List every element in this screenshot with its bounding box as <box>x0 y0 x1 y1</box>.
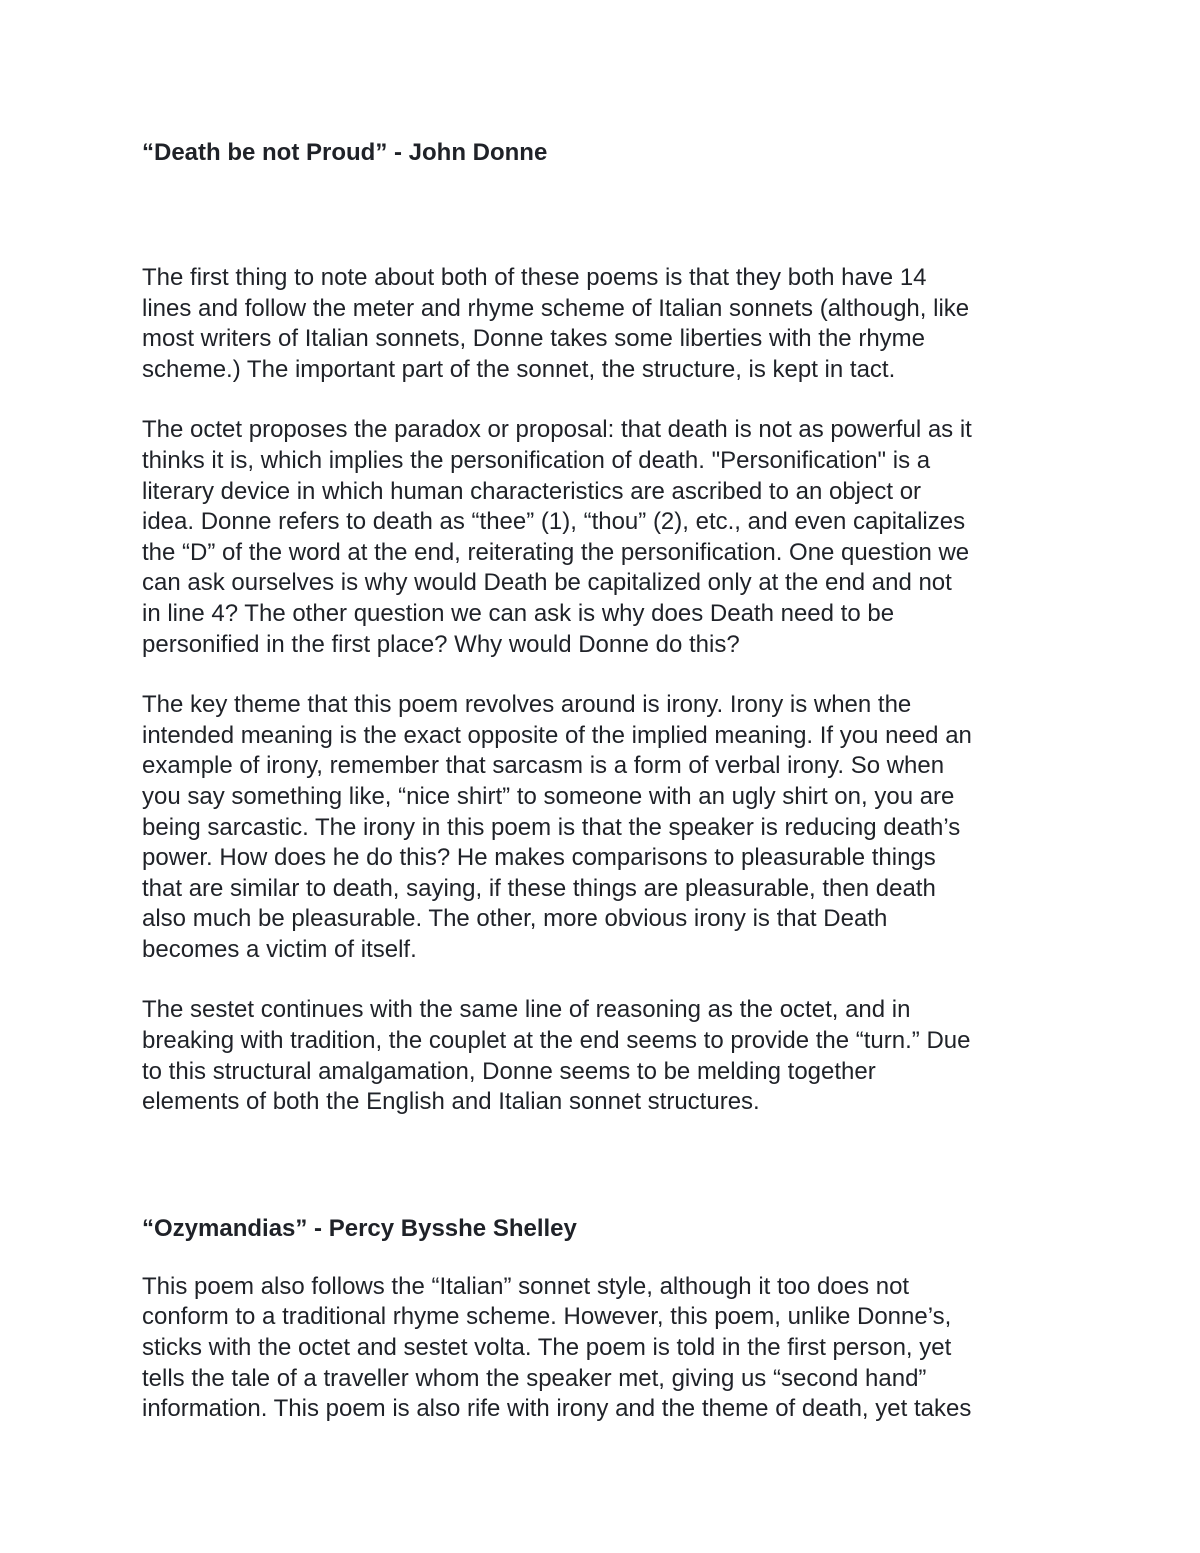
text-line: also much be pleasurable. The other, more obvious irony is that Death <box>142 905 888 933</box>
text-line: The first thing to note about both of these poems is that they both have 14 <box>142 264 927 291</box>
text-line: you say something like, “nice shirt” to someone with an ugly shirt on, you are <box>142 782 955 810</box>
text-line: intended meaning is the exact opposite of the implied meaning. If you need an <box>142 721 972 749</box>
text-line: breaking with tradition, the couplet at the end seems to provide the “turn.” Due <box>142 1027 971 1055</box>
text-line: elements of both the English and Italian sonnet structures. <box>142 1088 760 1116</box>
text-line: being sarcastic. The irony in this poem is that the speaker is reducing death’s <box>142 813 961 841</box>
text-line: literary device in which human characteristics are ascribed to an object or <box>142 477 922 505</box>
text-line: personified in the first place? Why would Donne do this? <box>142 630 740 658</box>
paragraph-ozymandias-intro <box>142 1272 1072 1425</box>
text-line: becomes a victim of itself. <box>142 935 417 963</box>
text-line: information. This poem is also rife with irony and the theme of death, yet takes <box>142 1395 972 1423</box>
text-line: The octet proposes the paradox or proposal: that death is not as powerful as it <box>142 416 972 444</box>
text-line: power. How does he do this? He makes comparisons to pleasurable things <box>142 844 936 872</box>
text-line: that are similar to death, saying, if these things are pleasurable, then death <box>142 874 936 902</box>
text-line: The key theme that this poem revolves around is irony. Irony is when the <box>142 691 912 719</box>
text-line: to this structural amalgamation, Donne seems to be melding together <box>142 1057 876 1085</box>
text-line: most writers of Italian sonnets, Donne takes some liberties with the rhyme <box>142 325 925 353</box>
text-line: sticks with the octet and sestet volta. The poem is told in the first person, yet <box>142 1334 952 1362</box>
text-line: conform to a traditional rhyme scheme. However, this poem, unlike Donne’s, <box>142 1303 952 1331</box>
text-line: This poem also follows the “Italian” sonnet style, although it too does not <box>142 1272 910 1300</box>
text-line: the “D” of the word at the end, reiterating the personification. One question we <box>142 538 970 566</box>
text-line: example of irony, remember that sarcasm is a form of verbal irony. So when <box>142 752 945 780</box>
text-line: scheme.) The important part of the sonnet, the structure, is kept in tact. <box>142 355 896 383</box>
paragraph-irony-theme <box>142 690 1072 965</box>
paragraph-sonnet-form <box>142 263 1072 385</box>
text-line: can ask ourselves is why would Death be capitalized only at the end and not <box>142 569 952 597</box>
section-heading-death-be-not-proud: “Death be not Proud” - John Donne <box>142 139 548 166</box>
text-line: in line 4? The other question we can ask is why does Death need to be <box>142 599 895 627</box>
document-body <box>142 137 1072 1425</box>
text-line: The sestet continues with the same line of reasoning as the octet, and in <box>142 996 911 1024</box>
paragraph-octet-personification <box>142 415 1072 660</box>
text-line: thinks it is, which implies the personification of death. "Personification" is a <box>142 446 931 474</box>
section-heading-ozymandias: “Ozymandias” - Percy Bysshe Shelley <box>142 1214 577 1242</box>
paragraph-sestet <box>142 995 1072 1117</box>
text-line: tells the tale of a traveller whom the speaker met, giving us “second hand” <box>142 1364 927 1392</box>
text-line: lines and follow the meter and rhyme scheme of Italian sonnets (although, like <box>142 294 970 322</box>
text-line: idea. Donne refers to death as “thee” (1), “thou” (2), etc., and even capitalizes <box>142 508 966 536</box>
